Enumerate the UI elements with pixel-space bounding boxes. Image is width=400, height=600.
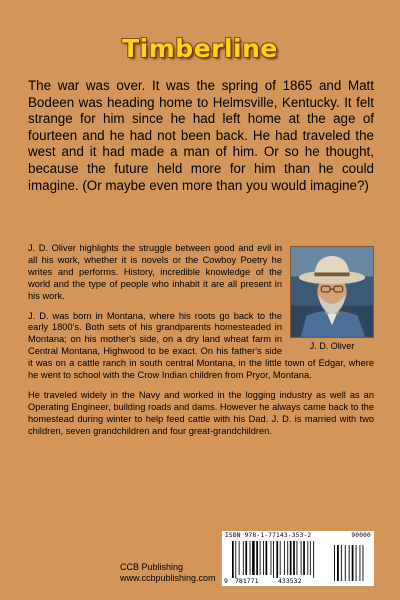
bio-paragraph-3: He traveled widely in the Navy and worked in the logging industry as well as an Operating Engineer, building roads and dams. However he always came back to the homestead during winter to help feed cattle with his Dad. J. D. is married with two children, seven grandchildren and four great-grandchildren. — [28, 389, 374, 436]
bio-paragraph-1: J. D. Oliver highlights the struggle between good and evil in all his work, whether it is novels or the Cowboy Poetry he writes and performs. History, incredible knowledge of the world and the type of people who inhabit it are all present in his work. — [28, 243, 282, 301]
barcode-bar — [256, 541, 258, 575]
author-photo-caption: J. D. Oliver — [309, 341, 355, 351]
barcode-bar — [284, 541, 285, 575]
bio-paragraph-2: J. D. was born in Montana, where his roots go back to the early 1800's. Both sets of his grandparents homesteaded in Montana; on his mother's side, on a dry land wheat farm in Central Montana, Highwood to be exact. On his father's side it was on a cattle ranch in south central Montana, in the little town of Edgar, where he went to school with the Crow Indian children from Pryor, Montana. — [28, 310, 374, 381]
author-bio — [28, 243, 374, 446]
barcode-bar — [232, 541, 234, 578]
barcode-addon-bar — [360, 545, 361, 581]
barcode-addon-bar — [345, 545, 346, 581]
barcode-addon-bar — [352, 545, 354, 581]
barcode-bar — [260, 541, 261, 575]
barcode-bar — [303, 541, 305, 575]
barcode-addon-bar — [363, 545, 364, 581]
barcode-bar — [307, 541, 308, 575]
barcode-bar — [310, 541, 311, 575]
book-blurb: The war was over. It was the spring of 1865 and Matt Bodeen was heading home to Helmsville, Kentucky. It felt strange for him since he had left home at the age of fourteen and he had not been back. He had traveled the west and it had made a man of him. Or so he thought, because the future held more for him than he could imagine. (Or maybe even more than you would imagine?) — [28, 78, 374, 193]
barcode-bar — [239, 541, 240, 575]
barcode-addon-bar — [334, 545, 335, 581]
barcode-bar — [263, 541, 264, 575]
barcode-bar — [301, 541, 302, 575]
barcode-bar — [243, 541, 244, 575]
barcode-addon-bar — [337, 545, 339, 581]
publisher-url: www.ccbpublishing.com — [120, 573, 216, 583]
barcode-bar — [271, 541, 272, 575]
publisher-info — [120, 562, 216, 584]
barcode-bar — [250, 541, 251, 575]
author-photo — [290, 246, 374, 338]
barcode-bar — [276, 541, 278, 578]
barcode-addon-bar — [356, 545, 357, 581]
barcode-digit-first: 9 — [224, 577, 228, 585]
book-title: Timberline — [122, 34, 278, 63]
barcode-digits-right: 433532 — [278, 577, 302, 585]
publisher-name: CCB Publishing — [120, 562, 184, 572]
barcode-bar — [245, 541, 247, 575]
barcode-bar — [280, 541, 281, 575]
barcode-digits-left: 781771 — [235, 577, 259, 585]
barcode-bar — [235, 541, 236, 578]
barcode-bar — [252, 541, 255, 575]
barcode-bar — [273, 541, 274, 578]
barcode-bar — [313, 541, 314, 578]
barcode-bar — [293, 541, 295, 575]
barcode-bar — [297, 541, 298, 575]
barcode-addon-bar — [349, 545, 350, 581]
barcode-addon-bar — [341, 545, 342, 581]
isbn-barcode — [222, 531, 374, 586]
author-photo-block — [290, 246, 374, 353]
price-code: 90000 — [351, 532, 371, 539]
barcode-bar — [290, 541, 292, 575]
isbn-number: ISBN 978-1-77143-353-2 — [225, 532, 312, 539]
barcode-bar — [266, 541, 268, 575]
barcode-bar — [287, 541, 288, 575]
